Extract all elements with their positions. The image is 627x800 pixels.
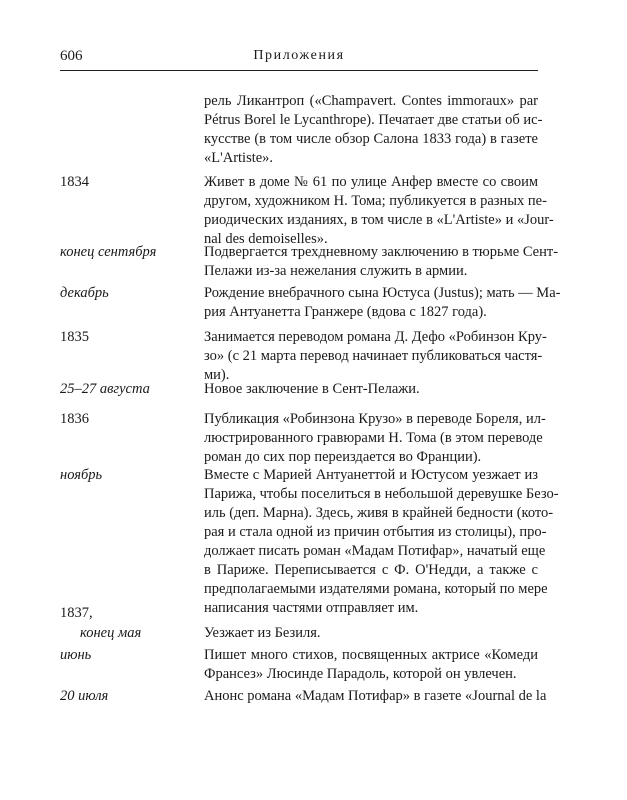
text-line: написания частями отправляет им. [204,600,419,616]
entry-date: 1836 [60,411,89,427]
entry-text [204,173,554,249]
entry-date: конец сентября [60,244,157,260]
text-line: Новое заключение в Сент-Пелажи. [204,381,420,397]
entry-text [204,687,547,706]
text-line: должает писать роман «Мадам Потифар», начатый еще [204,543,546,559]
text-line: Живет в доме № 61 по улице Анфер вместе со своим [204,174,538,190]
text-line: предполагаемыми издателями романа, который по мере [204,581,548,597]
text-line: в Париже. Переписывается с Ф. О'Недди, а также с [204,562,538,578]
entry-text [204,646,538,684]
text-line: Уезжает из Безиля. [204,625,321,641]
page-header [60,48,538,70]
text-line: Публикация «Робинзона Крузо» в переводе Бореля, ил- [204,411,546,427]
entry-text [204,410,546,467]
text-line: зо» (с 21 марта перевод начинает публиковаться частя- [204,348,543,364]
text-line: Франсез» Люсинде Парадоль, которой он увлечен. [204,666,517,682]
entry-text [204,328,547,385]
running-title: Приложения [253,48,345,63]
text-line: риодических изданиях, в том числе в «L'Artiste» и «Jour- [204,212,554,228]
text-line: Анонс романа «Мадам Потифар» в газете «Journal de la [204,688,547,704]
entry-date: декабрь [60,285,109,301]
entry-date: 25–27 августа [60,381,150,397]
text-line: люстрированного гравюрами Н. Тома (в этом переводе [204,430,543,446]
text-line: Пелажи из-за нежелания служить в армии. [204,263,468,279]
text-line: роман до сих пор переиздается во Франции). [204,449,482,465]
header-rule [60,70,538,71]
text-line: Занимается переводом романа Д. Дефо «Робинзон Кру- [204,329,547,345]
text-line: nal des demoiselles». [204,231,328,247]
entry-date: ноябрь [60,467,103,483]
entry-text [204,380,538,399]
text-line: рель Ликантроп («Champavert. Contes immoraux» par [204,93,538,109]
text-line: Пишет много стихов, посвященных актрисе «Комеди [204,647,538,663]
entry-date: конец мая [80,625,142,641]
entry-date: 1835 [60,329,89,345]
entry-date: 1837, [60,605,93,621]
page-number: 606 [60,48,83,64]
text-line: кусстве (в том числе обзор Салона 1833 года) в газете [204,131,538,147]
text-line: ми). [204,367,230,383]
text-line: «L'Artiste». [204,150,274,166]
entry-date: июнь [60,647,92,663]
text-line: другом, художником Н. Тома; публикуется в разных пе- [204,193,547,209]
text-line: Pétrus Borel le Lycanthrope). Печатает две статьи об ис- [204,112,543,128]
text-line: иль (деп. Марна). Здесь, живя в крайней бедности (кото- [204,505,554,521]
entry-date: 1834 [60,174,89,190]
text-line: Рождение внебрачного сына Юстуса (Justus); мать — Ма- [204,285,561,301]
text-line: рия Антуанетта Гранжере (вдова с 1827 года). [204,304,487,320]
text-line: Подвергается трехдневному заключению в тюрьме Сент- [204,244,559,260]
text-line: Парижа, чтобы поселиться в небольшой деревушке Безо- [204,486,559,502]
entry-text [204,284,561,322]
entry-text [204,243,559,281]
entry-text [204,466,559,618]
entry-text [204,624,538,643]
text-line: Вместе с Марией Антуанеттой и Юстусом уезжает из [204,467,538,483]
entry-text [204,92,543,168]
text-line: рая и стала одной из причин отбытия из столицы), про- [204,524,547,540]
entry-date: 20 июля [60,688,109,704]
